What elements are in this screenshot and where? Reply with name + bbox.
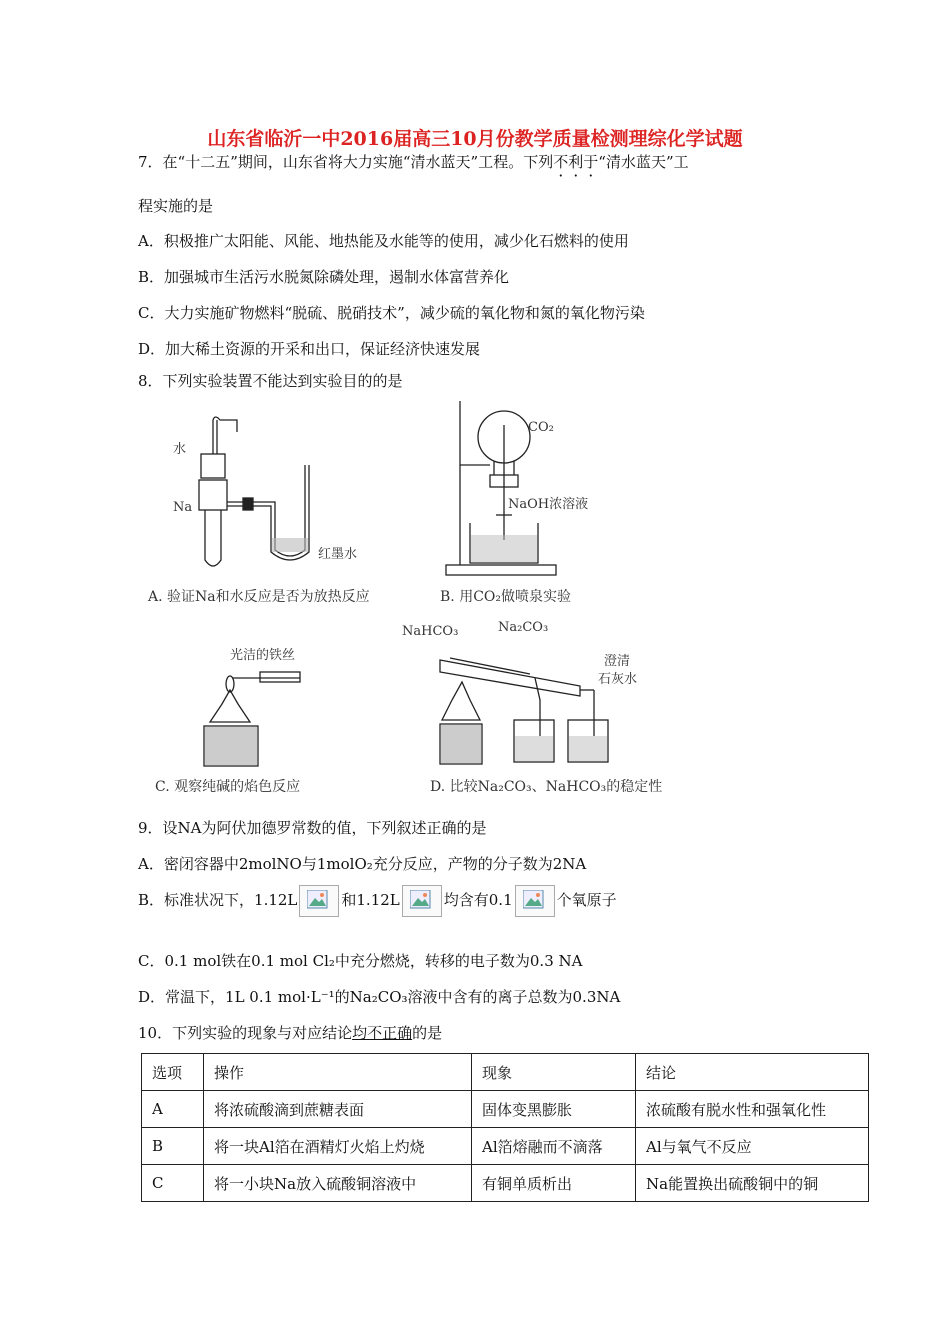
table-cell: A xyxy=(142,1091,204,1128)
table-header: 现象 xyxy=(472,1054,636,1091)
table-header: 操作 xyxy=(204,1054,472,1091)
table-cell: B xyxy=(142,1128,204,1165)
broken-image-icon xyxy=(402,885,442,917)
table-cell: 固体变黑膨胀 xyxy=(472,1091,636,1128)
emphasis-char: 不 xyxy=(553,153,569,171)
table-cell: 有铜单质析出 xyxy=(472,1165,636,1202)
q7-option-d: D．加大稀土资源的开采和出口，保证经济快速发展 xyxy=(138,340,481,358)
q10-stem-a: 10．下列实验的现象与对应结论 xyxy=(138,1024,353,1042)
broken-image-icon xyxy=(299,885,339,917)
q7-option-b: B．加强城市生活污水脱氮除磷处理，遏制水体富营养化 xyxy=(138,268,510,286)
q7-stem-line1 xyxy=(138,151,689,172)
label-nahco3: NaHCO₃ xyxy=(402,624,459,639)
label-naoh: NaOH浓溶液 xyxy=(508,497,589,512)
q7-option-a: A．积极推广太阳能、风能、地热能及水能等的使用，减少化石燃料的使用 xyxy=(138,232,629,250)
table-header: 结论 xyxy=(636,1054,869,1091)
q9-option-a: A．密闭容器中2molNO与1molO₂充分反应，产物的分子数为2NA xyxy=(138,855,587,873)
q9-option-b xyxy=(138,885,617,917)
label-lime-1: 澄清 xyxy=(604,654,631,669)
label-na2co3: Na₂CO₃ xyxy=(498,620,549,635)
broken-image-icon xyxy=(515,885,555,917)
table-cell: 将一块Al箔在酒精灯火焰上灼烧 xyxy=(204,1128,472,1165)
table-cell: Al与氧气不反应 xyxy=(636,1128,869,1165)
table-cell: 浓硫酸有脱水性和强氧化性 xyxy=(636,1091,869,1128)
table-row xyxy=(142,1165,869,1202)
q7-stem-line2: 程实施的是 xyxy=(138,197,214,215)
label-iron-wire: 光洁的铁丝 xyxy=(230,648,296,663)
table-cell: C xyxy=(142,1165,204,1202)
q10-stem xyxy=(138,1022,442,1043)
emphasis-char: 于 xyxy=(583,153,599,171)
figure-c-caption: C. 观察纯碱的焰色反应 xyxy=(155,779,301,795)
label-water: 水 xyxy=(173,442,187,457)
table-cell: Na能置换出硫酸铜中的铜 xyxy=(636,1165,869,1202)
page-title: 山东省临沂一中2016届高三10月份教学质量检测理综化学试题 xyxy=(207,128,743,150)
q9-b-part3: 均含有0.1 xyxy=(443,891,513,909)
table-cell: Al箔熔融而不滴落 xyxy=(472,1128,636,1165)
figure-b-caption: B. 用CO₂做喷泉实验 xyxy=(440,589,571,605)
q9-b-part1: B．标准状况下，1.12L xyxy=(138,891,298,909)
q7-option-c: C．大力实施矿物燃料“脱硫、脱硝技术”，减少硫的氧化物和氮的氧化物污染 xyxy=(138,304,645,322)
q7-emphasis xyxy=(553,153,598,171)
q8-stem: 8．下列实验装置不能达到实验目的的是 xyxy=(138,372,403,390)
table-header-row xyxy=(142,1054,869,1091)
q10-stem-b: 的是 xyxy=(412,1024,443,1042)
q9-stem: 9．设NA为阿伏加德罗常数的值，下列叙述正确的是 xyxy=(138,819,487,837)
q9-option-c: C．0.1 mol铁在0.1 mol Cl₂中充分燃烧，转移的电子数为0.3 NA xyxy=(138,952,583,970)
table-cell: 将浓硫酸滴到蔗糖表面 xyxy=(204,1091,472,1128)
emphasis-char: 利 xyxy=(568,153,584,171)
table-cell: 将一小块Na放入硫酸铜溶液中 xyxy=(204,1165,472,1202)
table-row xyxy=(142,1128,869,1165)
q9-option-d: D．常温下，1L 0.1 mol·L⁻¹的Na₂CO₃溶液中含有的离子总数为0.3NA xyxy=(138,988,621,1006)
q10-stem-underline: 均不正确 xyxy=(352,1024,413,1042)
label-red-ink: 红墨水 xyxy=(318,547,358,562)
q9-b-part4: 个氧原子 xyxy=(556,891,617,909)
q9-b-part2: 和1.12L xyxy=(341,891,400,909)
label-na: Na xyxy=(173,500,193,515)
table-row xyxy=(142,1091,869,1128)
q7-text-a: 7．在“十二五”期间，山东省将大力实施“清水蓝天”工程。下列 xyxy=(138,153,554,171)
label-co2: CO₂ xyxy=(528,420,554,435)
table-header: 选项 xyxy=(142,1054,204,1091)
figure-d-caption: D. 比较Na₂CO₃、NaHCO₃的稳定性 xyxy=(430,779,663,795)
figure-a-caption: A. 验证Na和水反应是否为放热反应 xyxy=(148,589,370,605)
q7-text-b: “清水蓝天”工 xyxy=(598,153,689,171)
q10-table xyxy=(141,1053,869,1202)
label-lime-2: 石灰水 xyxy=(598,672,638,687)
